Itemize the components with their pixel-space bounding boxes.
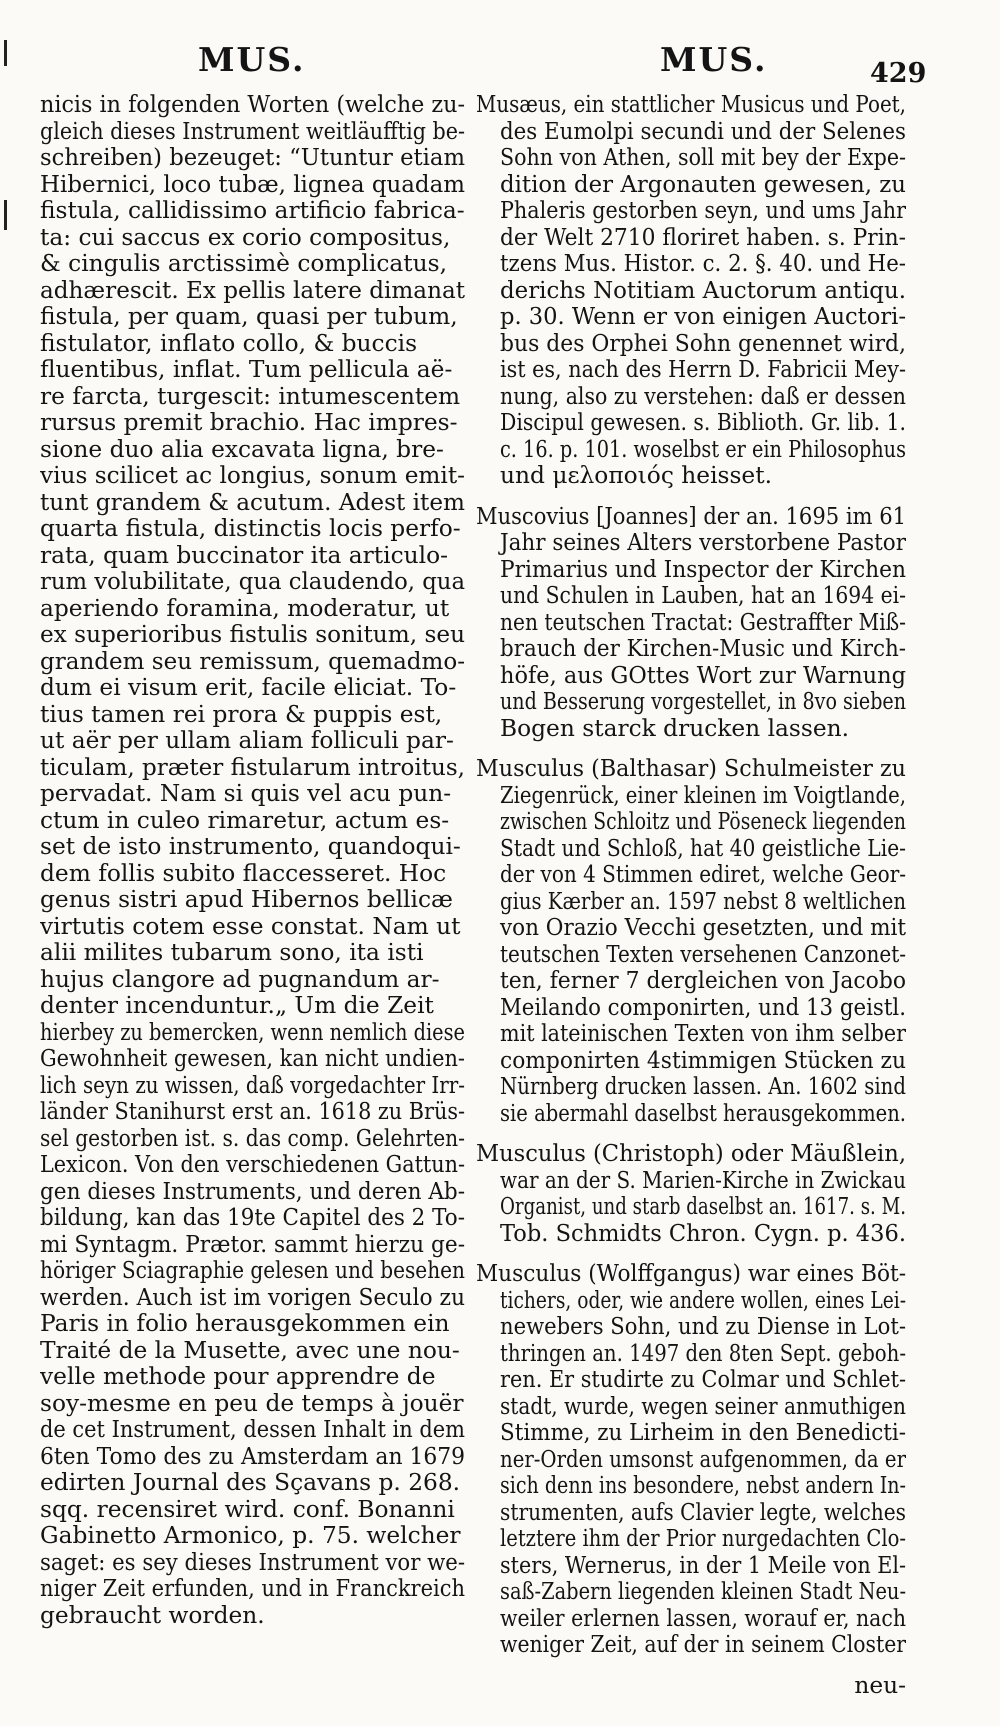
text-line: quarta fistula, distinctis locis perfo- — [40, 516, 461, 542]
text-line: aperiendo foramina, moderatur, ut — [40, 595, 450, 622]
text-line: Stimme, zu Lirheim in den Benedicti- — [500, 1420, 906, 1446]
text-line: saß-Zabern liegenden kleinen Stadt Neu- — [500, 1579, 906, 1605]
text-line: nen teutschen Tractat: Gestraffter Miß- — [500, 609, 906, 636]
text-line: länder Stanihurst erst an. 1618 zu Brüs- — [40, 1099, 465, 1125]
text-line: letztere ihm der Prior nurgedachten Clo- — [500, 1526, 906, 1552]
text-line: gius Kærber an. 1597 nebst 8 weltlichen — [500, 888, 906, 915]
text-line: von Orazio Vecchi gesetzten, und mit — [500, 915, 906, 941]
text-line: war an der S. Marien-Kirche in Zwickau — [500, 1167, 906, 1194]
text-line: de cet Instrument, dessen Inhalt in dem — [40, 1417, 465, 1443]
text-line: mi Syntagm. Prætor. sammt hierzu ge- — [40, 1231, 465, 1258]
text-line: soy-mesme en peu de temps à jouër — [40, 1390, 464, 1417]
text-line: ta: cui saccus ex corio compositus, — [40, 224, 451, 251]
lexicon-entry — [476, 504, 906, 743]
text-line: genus sistri apud Hibernos bellicæ — [40, 887, 453, 913]
catchword: neu- — [854, 1672, 906, 1699]
text-line: mit lateinischen Texten von ihm selber — [500, 1021, 906, 1047]
text-line: Meilando componirten, und 13 geistl. — [500, 994, 906, 1021]
text-line: denter incenduntur.„ Um die Zeit — [40, 993, 434, 1019]
text-line: brauch der Kirchen-Music und Kirch- — [500, 636, 906, 662]
text-line: Primarius und Inspector der Kirchen — [500, 556, 906, 583]
text-line: rursus premit brachio. Hac impres- — [40, 410, 458, 436]
text-line: rum volubilitate, qua claudendo, qua — [40, 569, 465, 595]
text-line: stadt, wurde, wegen seiner anmuthigen — [500, 1393, 906, 1420]
text-line: sqq. recensiret wird. conf. Bonanni — [40, 1496, 455, 1523]
text-line: Bogen starck drucken lassen. — [500, 715, 850, 742]
entry-headword-line: Musculus (Balthasar) Schulmeister zu — [476, 756, 906, 782]
text-line: ten, ferner 7 dergleichen von Jacobo — [500, 968, 906, 994]
text-line: gleich dieses Instrument weitläufftig be- — [40, 118, 465, 145]
entry-headword-line: Musculus (Christoph) oder Mäußlein, — [476, 1141, 906, 1167]
text-line: newebers Sohn, und zu Diense in Lot- — [500, 1314, 906, 1340]
text-line: Ziegenrück, einer kleinen im Voigtlande, — [500, 782, 906, 809]
text-line: bus des Orphei Sohn genennet wird, — [500, 330, 906, 357]
text-line: saget: es sey dieses Instrument vor we- — [40, 1549, 465, 1576]
text-line: Traité de la Musette, avec une nou- — [40, 1337, 460, 1364]
text-line: sie abermahl daselbst herausgekommen. — [500, 1100, 906, 1127]
page-number: 429 — [870, 58, 927, 89]
text-line: tichers, oder, wie andere wollen, eines Lei- — [500, 1287, 906, 1314]
text-line: c. 16. p. 101. woselbst er ein Philosophus — [500, 436, 906, 463]
text-line: niger Zeit erfunden, und in Franckreich — [40, 1576, 465, 1602]
text-line: und Besserung vorgestellet, in 8vo sieben — [500, 689, 906, 715]
entry-headword-line: Muscovius [Joannes] der an. 1695 im 61 — [476, 503, 906, 530]
text-line: ist es, nach des Herrn D. Fabricii Mey- — [500, 357, 906, 383]
text-line: weiler erlernen lassen, worauf er, nach — [500, 1605, 906, 1632]
text-line: set de isto instrumento, quandoqui- — [40, 834, 461, 860]
text-line: bildung, kan das 19te Capitel des 2 To- — [40, 1205, 465, 1231]
lexicon-entry — [476, 1141, 906, 1247]
text-line: alii milites tubarum sono, ita isti — [40, 940, 424, 966]
text-line: sione duo alia excavata ligna, bre- — [40, 436, 444, 463]
text-line: Gabinetto Armonico, p. 75. welcher — [40, 1523, 461, 1549]
text-line: vius scilicet ac longius, sonum emit- — [40, 463, 465, 489]
text-line: componirten 4stimmigen Stücken zu — [500, 1047, 906, 1074]
text-line: p. 30. Wenn er von einigen Auctori- — [500, 304, 906, 330]
text-line: Lexicon. Von den verschiedenen Gattun- — [40, 1152, 465, 1178]
text-line: Nürnberg drucken lassen. An. 1602 sind — [500, 1074, 906, 1100]
text-line: teutschen Texten versehenen Canzonet- — [500, 941, 906, 968]
page-edge-mark — [4, 200, 7, 230]
text-line: sel gestorben ist. s. das comp. Gelehrten- — [40, 1125, 465, 1152]
text-line: Organist, und starb daselbst an. 1617. s. M. — [500, 1194, 906, 1220]
lexicon-entry — [476, 1261, 906, 1659]
text-line: werden. Auch ist im vorigen Seculo zu — [40, 1284, 465, 1311]
text-line: Phaleris gestorben seyn, und ums Jahr — [500, 198, 906, 224]
text-line: derichs Notitiam Auctorum antiqu. — [500, 277, 906, 304]
text-line: höfe, aus GOttes Wort zur Warnung — [500, 662, 906, 689]
right-running-header: MUS. — [660, 40, 768, 79]
text-line: velle methode pour apprendre de — [40, 1364, 436, 1390]
text-line: dem follis subito flaccesseret. Hoc — [40, 860, 447, 887]
text-line: zwischen Schloitz und Pöseneck liegenden — [500, 809, 906, 835]
text-line: Gewohnheit gewesen, kan nicht undien- — [40, 1046, 465, 1072]
text-line: virtutis cotem esse constat. Nam ut — [40, 913, 461, 940]
text-line: gen dieses Instruments, und deren Ab- — [40, 1178, 465, 1205]
text-line: fistulator, inflato collo, & buccis — [40, 330, 418, 357]
entry-headword-line: Musæus, ein stattlicher Musicus und Poet, — [476, 92, 906, 118]
text-line: grandem seu remissum, quemadmo- — [40, 648, 465, 675]
lexicon-entry — [476, 756, 906, 1127]
text-line: höriger Sciagraphie gelesen und besehen — [40, 1258, 465, 1284]
text-line: nung, also zu verstehen: daß er dessen — [500, 383, 906, 410]
text-line: Paris in folio herausgekommen ein — [40, 1311, 450, 1337]
text-line: und Schulen in Lauben, hat an 1694 ei- — [500, 583, 906, 609]
text-line: weniger Zeit, auf der in seinem Closter — [500, 1632, 906, 1658]
text-line: hujus clangore ad pugnandum ar- — [40, 966, 440, 993]
text-line: fistula, per quam, quasi per tubum, — [40, 304, 458, 330]
text-line: schreiben) bezeuget: “Utuntur etiam — [40, 145, 465, 171]
text-line: ctum in culeo rimaretur, actum es- — [40, 807, 450, 834]
text-line: fluentibus, inflat. Tum pellicula aë- — [40, 357, 453, 383]
lexicon-entry — [476, 92, 906, 490]
text-line: Stadt und Schloß, hat 40 geistliche Lie- — [500, 835, 906, 862]
text-line: strumenten, aufs Clavier legte, welches — [500, 1499, 906, 1526]
text-line: lich seyn zu wissen, daß vorgedachter Irr- — [40, 1072, 465, 1099]
text-line: fistula, callidissimo artificio fabrica- — [40, 198, 465, 224]
text-line: ticulam, præter fistularum introitus, — [40, 754, 465, 781]
text-line: sich denn ins besondere, nebst andern In- — [500, 1473, 906, 1499]
text-line: der Welt 2710 floriret haben. s. Prin- — [500, 224, 906, 251]
text-line: Sohn von Athen, soll mit bey der Expe- — [500, 145, 906, 171]
text-line: thringen an. 1497 den 8ten Sept. geboh- — [500, 1340, 906, 1367]
text-line: dum ei visum erit, facile eliciat. To- — [40, 675, 457, 701]
text-line: des Eumolpi secundi und der Selenes — [500, 118, 906, 145]
text-line: hierbey zu bemercken, wenn nemlich diese — [40, 1019, 465, 1046]
left-running-header: MUS. — [198, 40, 306, 79]
text-line: re farcta, turgescit: intumescentem — [40, 383, 461, 410]
left-text-column — [40, 92, 465, 1629]
text-line: ut aër per ullam aliam folliculi par- — [40, 728, 454, 754]
text-line: der von 4 Stimmen ediret, welche Geor- — [500, 862, 906, 888]
text-line: ex superioribus fistulis sonitum, seu — [40, 622, 465, 648]
text-line: Hibernici, loco tubæ, lignea quadam — [40, 171, 465, 198]
text-line: Jahr seines Alters verstorbene Pastor — [500, 530, 906, 556]
text-line: nicis in folgenden Worten (welche zu- — [40, 92, 465, 118]
text-line: rata, quam buccinator ita articulo- — [40, 542, 449, 569]
text-line: 6ten Tomo des zu Amsterdam an 1679 — [40, 1443, 465, 1470]
text-line: ren. Er studirte zu Colmar und Schlet- — [500, 1367, 906, 1393]
text-line: adhærescit. Ex pellis latere dimanat — [40, 277, 465, 304]
text-line: dition der Argonauten gewesen, zu — [500, 171, 906, 198]
text-line: ner-Orden umsonst aufgenommen, da er — [500, 1446, 906, 1473]
text-line: edirten Journal des Sçavans p. 268. — [40, 1470, 461, 1496]
text-line: pervadat. Nam si quis vel acu pun- — [40, 781, 452, 807]
text-line: sters, Wernerus, in der 1 Meile von El- — [500, 1552, 906, 1579]
text-line: gebraucht worden. — [40, 1602, 265, 1629]
right-text-column — [476, 92, 906, 1699]
text-line: tius tamen rei prora & puppis est, — [40, 701, 443, 728]
text-line: Tob. Schmidts Chron. Cygn. p. 436. — [500, 1220, 906, 1247]
text-line: & cingulis arctissimè complicatus, — [40, 251, 448, 277]
page-edge-mark — [4, 40, 7, 66]
text-line: tunt grandem & acutum. Adest item — [40, 489, 465, 516]
text-line: Discipul gewesen. s. Biblioth. Gr. lib. 1. — [500, 410, 906, 436]
text-line: und μελοποιός heisset. — [500, 463, 772, 489]
entry-headword-line: Musculus (Wolffgangus) war eines Böt- — [476, 1261, 906, 1287]
text-line: tzens Mus. Histor. c. 2. §. 40. und He- — [500, 251, 906, 277]
